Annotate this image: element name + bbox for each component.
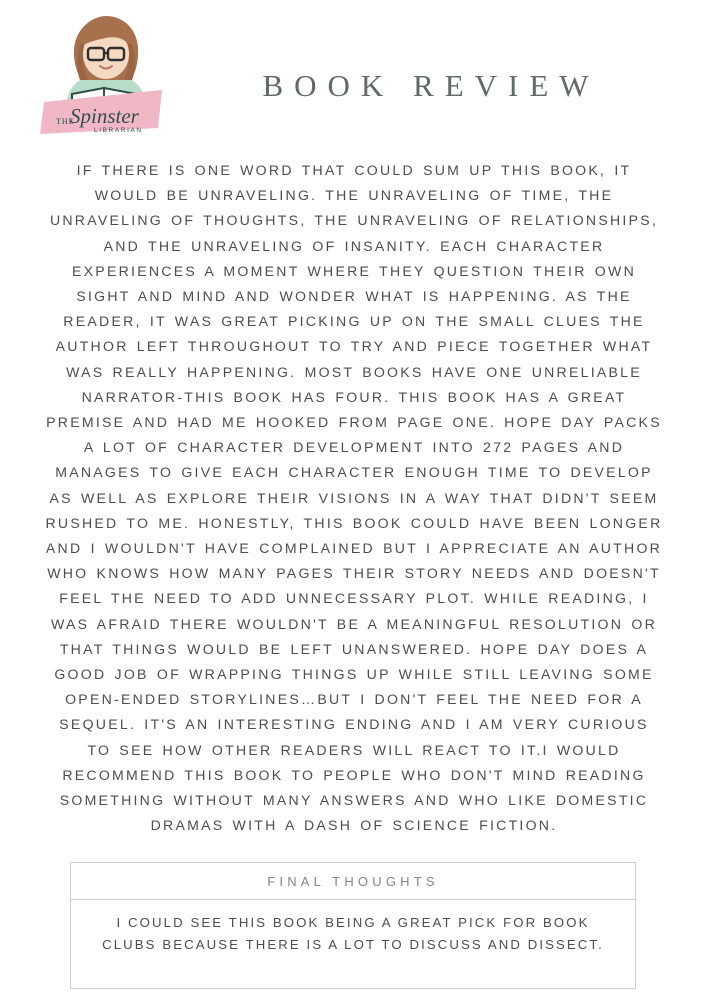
page-header [0,0,707,150]
svg-text:LIBRARIAN: LIBRARIAN [94,127,143,134]
svg-text:Spinster: Spinster [70,104,139,128]
review-body-text: IF THERE IS ONE WORD THAT COULD SUM UP THIS BOOK, IT WOULD BE UNRAVELING. THE UNRAVELING OF TIME, THE UNRAVELING OF THOUGHTS, THE UNRAVELING OF RELATIONSHIPS, AND THE UNRAVELING OF INSANITY. EACH CHARACTER EXPERIENCES A MOMENT WHERE THEY QUESTION THEIR OWN SIGHT AND MIND AND WONDER WHAT IS HAPPENING. AS THE READER, IT WAS GREAT PICKING UP ON THE SMALL CLUES THE AUTHOR LEFT THROUGHOUT TO TRY AND PIECE TOGETHER WHAT WAS REALLY HAPPENING. MOST BOOKS HAVE ONE UNRELIABLE NARRATOR-THIS BOOK HAS FOUR. THIS BOOK HAS A GREAT PREMISE AND HAD ME HOOKED FROM PAGE ONE. HOPE DAY PACKS A LOT OF CHARACTER DEVELOPMENT INTO 272 PAGES AND MANAGES TO GIVE EACH CHARACTER ENOUGH TIME TO DEVELOP AS WELL AS EXPLORE THEIR VISIONS IN A WAY THAT DIDN'T SEEM RUSHED TO ME. HONESTLY, THIS BOOK COULD HAVE BEEN LONGER AND I WOULDN'T HAVE COMPLAINED BUT I APPRECIATE AN AUTHOR WHO KNOWS HOW MANY PAGES THEIR STORY NEEDS AND DOESN'T FEEL THE NEED TO ADD UNNECESSARY PLOT. WHILE READING, I WAS AFRAID THERE WOULDN'T BE A MEANINGFUL RESOLUTION OR THAT THINGS WOULD BE LEFT UNANSWERED. HOPE DAY DOES A GOOD JOB OF WRAPPING THINGS UP WHILE STILL LEAVING SOME OPEN-ENDED STORYLINES…BUT I DON'T FEEL THE NEED FOR A SEQUEL. IT'S AN INTERESTING ENDING AND I AM VERY CURIOUS TO SEE HOW OTHER READERS WILL REACT TO IT.I WOULD RECOMMEND THIS BOOK TO PEOPLE WHO DON'T MIND READING SOMETHING WITHOUT MANY ANSWERS AND WHO LIKE DOMESTIC DRAMAS WITH A DASH OF SCIENCE FICTION. [45,162,663,834]
final-thoughts-box [70,862,636,989]
page-title: BOOK REVIEW [262,68,600,103]
spinster-librarian-logo [36,10,166,135]
svg-text:THE: THE [56,117,75,126]
final-thoughts-text: I COULD SEE THIS BOOK BEING A GREAT PICK FOR BOOK CLUBS BECAUSE THERE IS A LOT TO DISCUSS AND DISSECT. [102,915,604,952]
final-thoughts-heading: FINAL THOUGHTS [71,863,635,900]
